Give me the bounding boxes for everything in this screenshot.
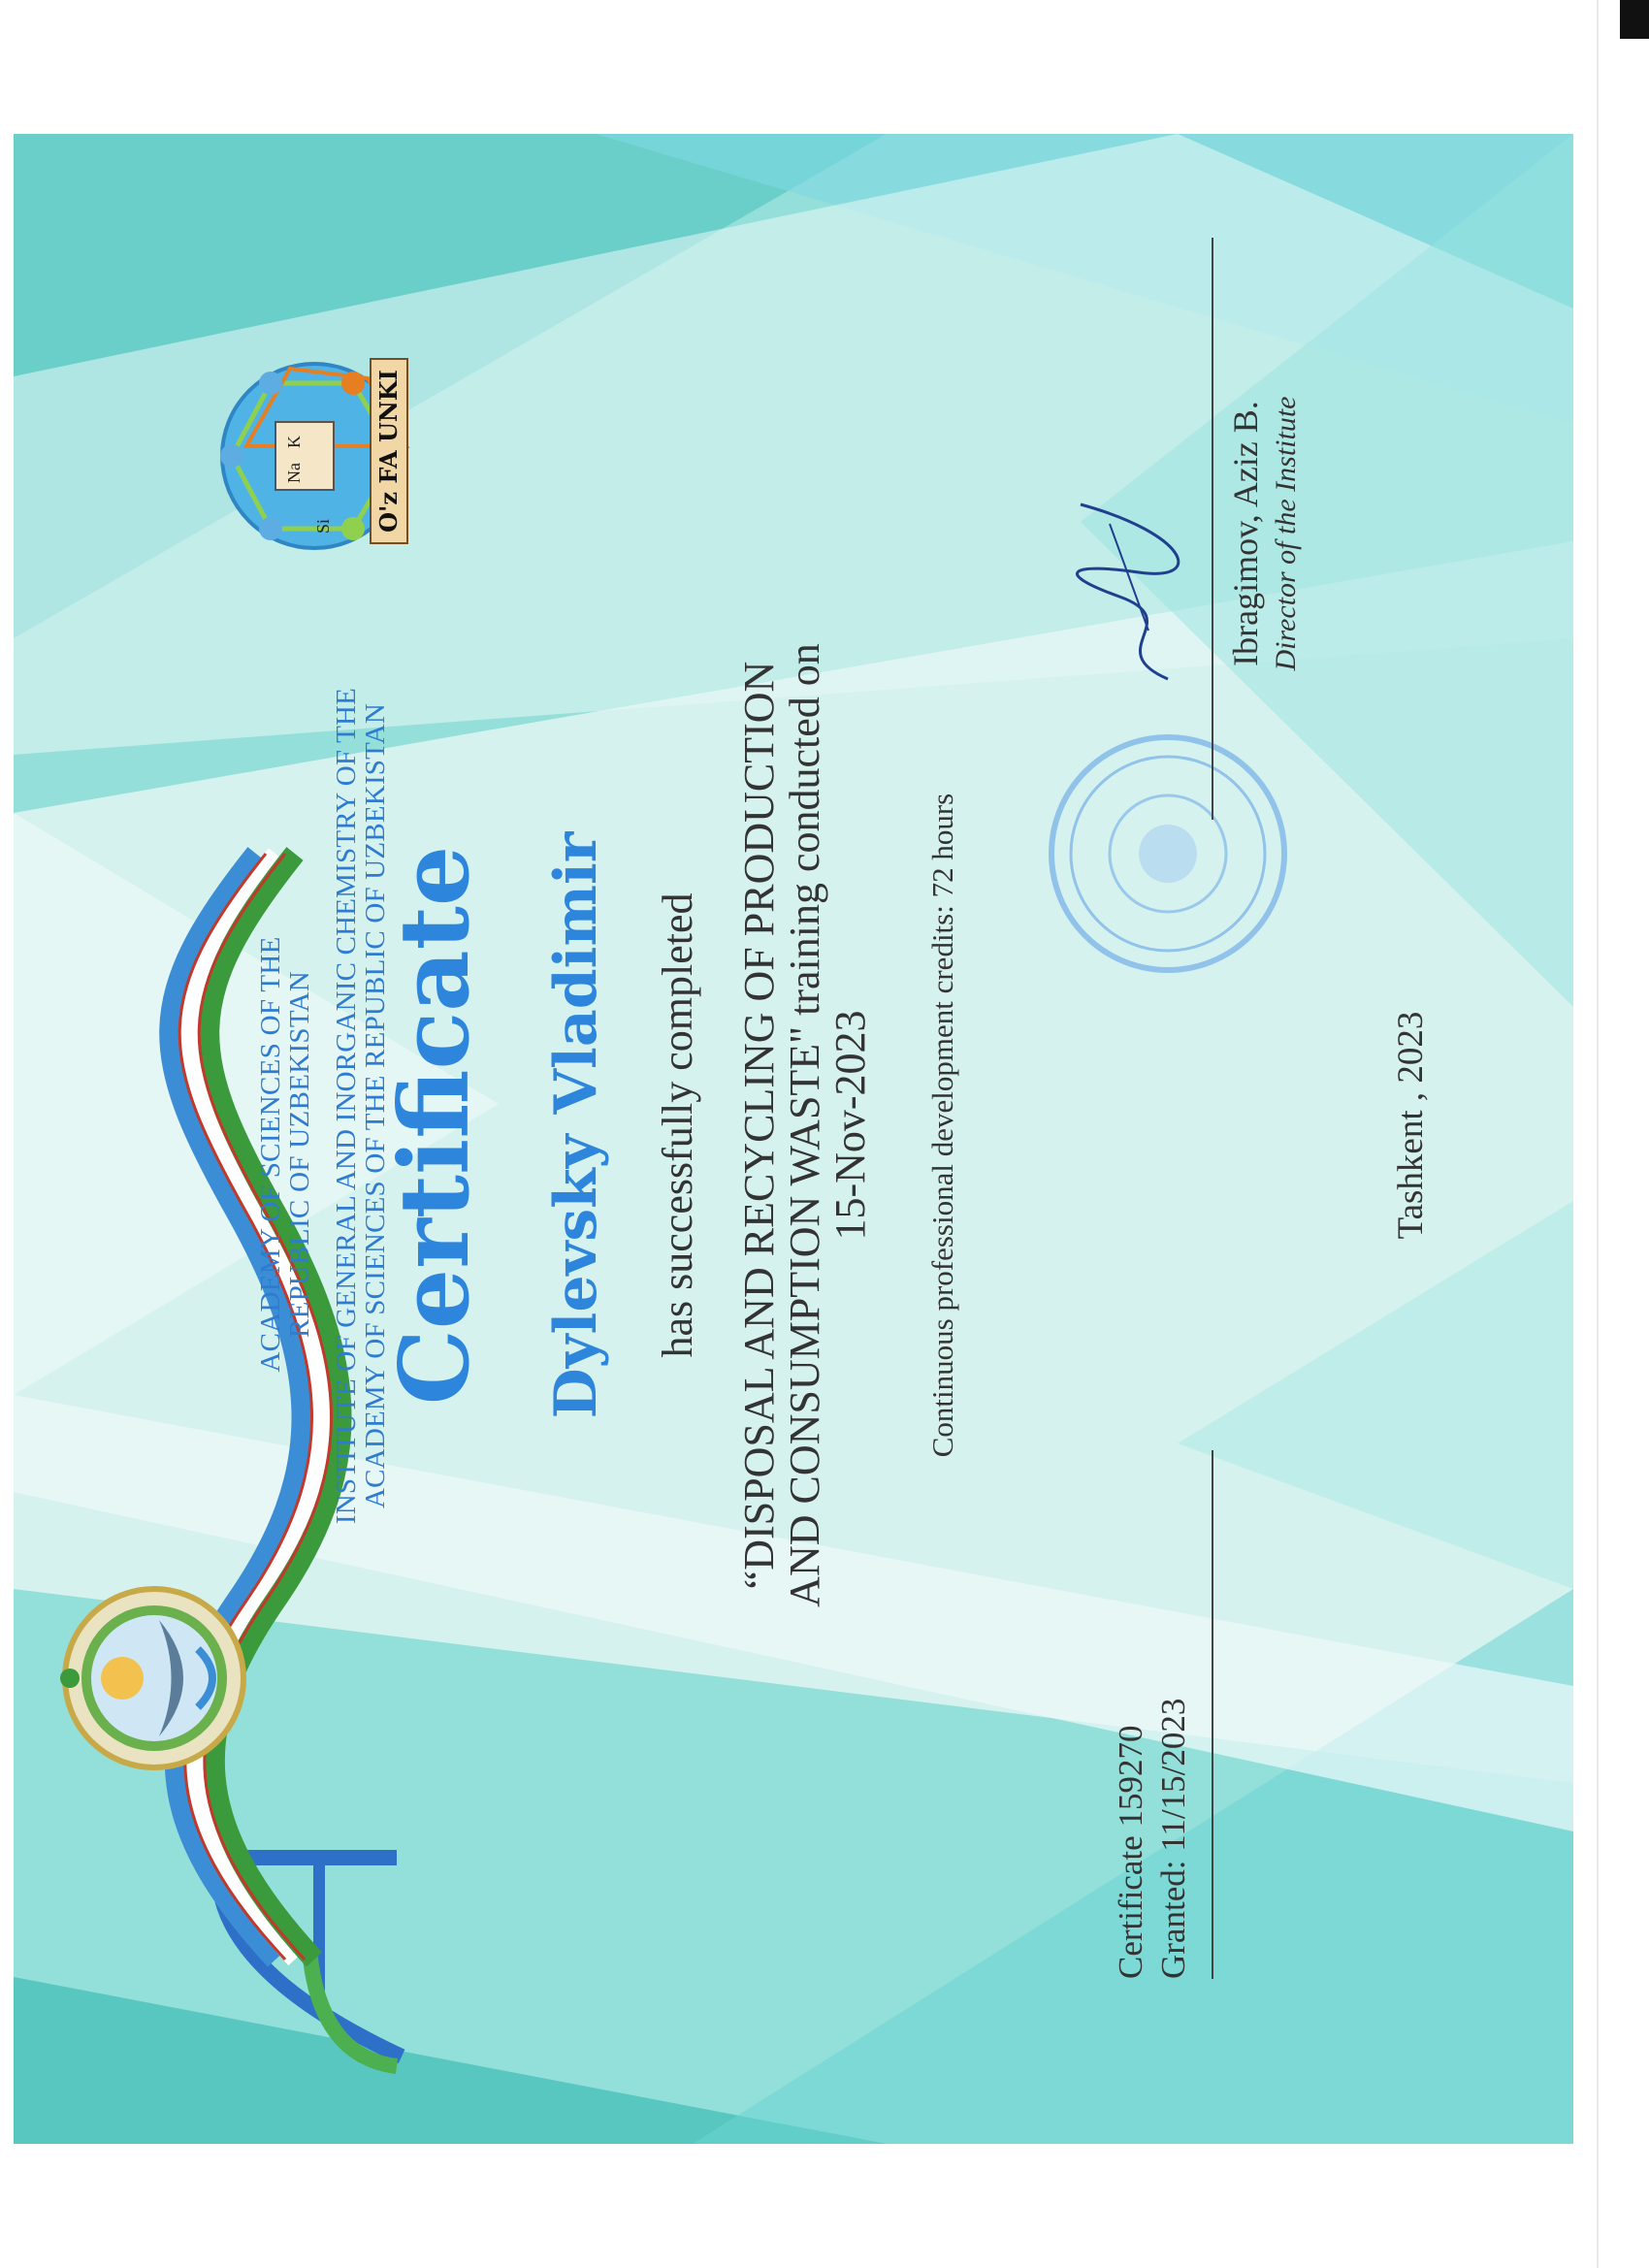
director-title: Director of the Institute: [1270, 396, 1302, 671]
certificate-info: [1110, 1474, 1195, 1979]
chemistry-logo: [208, 340, 431, 563]
institute-line-1: INSTITUTE OF GENERAL AND INORGANIC CHEMISTRY OF THE: [331, 687, 362, 1525]
granted-date: Granted: 11/15/2023: [1154, 1698, 1192, 1979]
course-description: [736, 485, 873, 1766]
flag-ribbon: [130, 844, 363, 1969]
state-emblem: [52, 1581, 256, 1775]
academy-line-1: ACADEMY OF SCIENCES OF THE: [255, 936, 286, 1373]
logo-symbol-si: Si: [313, 518, 333, 534]
certificate-content: [14, 134, 1573, 2144]
scan-corner-mark: [1620, 0, 1649, 39]
certificate-title: Certificate: [379, 845, 491, 1406]
certificate-card: [14, 134, 1573, 2144]
director-signature: [1061, 495, 1197, 689]
academy-name: [256, 732, 314, 1576]
course-line-2: AND CONSUMPTION WASTE" training conducted on: [781, 643, 828, 1607]
logo-text: O'z FA UNKI: [374, 370, 403, 533]
signature-line: [1212, 238, 1213, 820]
director-name: Ibragimov, Aziz B.: [1226, 401, 1265, 666]
certificate-number: Certificate 159270: [1112, 1725, 1149, 1979]
course-date: 15-Nov-2023: [826, 1010, 874, 1241]
scan-edge-line: [1597, 0, 1599, 2268]
institute-line-2: ACADEMY OF SCIENCES OF THE REPUBLIC OF UZBEKISTAN: [360, 702, 391, 1509]
course-line-1: “DISPOSAL AND RECYCLING OF PRODUCTION: [735, 661, 783, 1590]
academy-line-2: REPUBLIC OF UZBEKISTAN: [284, 970, 315, 1339]
city-year: Tashkent , 2023: [1391, 1011, 1431, 1240]
credits-text: Continuous professional development credits: 72 hours: [925, 793, 959, 1458]
logo-symbol-k: K: [284, 436, 304, 448]
recipient-name: Dylevsky Vladimir: [542, 831, 610, 1419]
logo-symbol-na: Na: [284, 463, 304, 483]
completion-text: has successfully completed: [654, 892, 701, 1358]
certificate-underline: [1212, 1450, 1213, 1979]
